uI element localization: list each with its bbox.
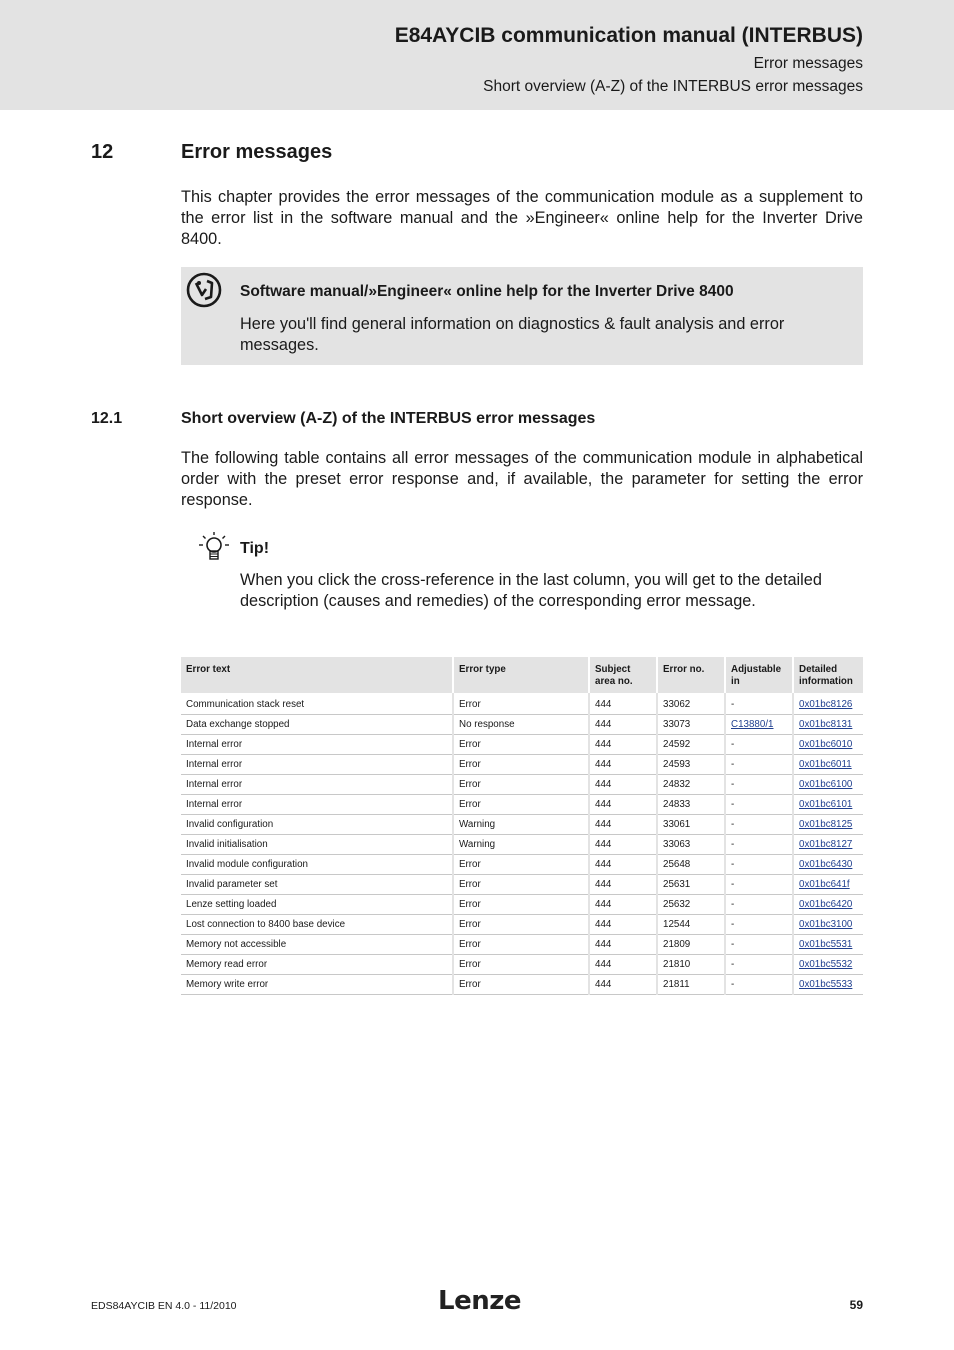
adjustable-in-cell: - — [725, 775, 793, 795]
header-section: Short overview (A-Z) of the INTERBUS error messages — [483, 78, 863, 95]
error-no-cell: 21811 — [657, 975, 725, 995]
lenze-logo: Lenze — [438, 1286, 521, 1316]
section-number: 12.1 — [91, 410, 123, 427]
error-type-cell: Error — [453, 935, 589, 955]
table-row — [181, 755, 863, 775]
adjustable-in-cell: - — [725, 835, 793, 855]
section-intro: The following table contains all error messages of the communication module in alphabetical order with the preset error response and, if available, the parameter for setting the error response. — [181, 449, 863, 509]
error-no-cell: 33073 — [657, 715, 725, 735]
adjustable-in-cell: - — [725, 815, 793, 835]
subject-area-cell: 444 — [589, 915, 657, 935]
detail-link[interactable]: 0x01bc6011 — [799, 759, 852, 770]
subject-area-cell: 444 — [589, 815, 657, 835]
error-text-cell: Internal error — [181, 795, 453, 815]
detail-link[interactable]: 0x01bc6100 — [799, 779, 853, 790]
detail-link[interactable]: 0x01bc6420 — [799, 899, 853, 910]
error-text-cell: Internal error — [181, 775, 453, 795]
error-type-cell: Error — [453, 855, 589, 875]
error-type-cell: Error — [453, 755, 589, 775]
error-no-cell: 25632 — [657, 895, 725, 915]
error-type-cell: Error — [453, 975, 589, 995]
subject-area-cell: 444 — [589, 775, 657, 795]
error-no-cell: 33062 — [657, 693, 725, 715]
column-header-subject-area: Subject area no. — [589, 657, 657, 693]
table-row — [181, 915, 863, 935]
adjustable-in-cell: - — [725, 875, 793, 895]
error-no-cell: 25631 — [657, 875, 725, 895]
error-messages-table — [181, 657, 863, 995]
error-type-cell: Warning — [453, 815, 589, 835]
column-header-error-no: Error no. — [657, 657, 725, 693]
header-chapter: Error messages — [753, 55, 863, 72]
page-header — [0, 0, 954, 110]
page-number: 59 — [849, 1298, 863, 1312]
subject-area-cell: 444 — [589, 795, 657, 815]
error-text-cell: Invalid initialisation — [181, 835, 453, 855]
table-row — [181, 835, 863, 855]
table-row — [181, 735, 863, 755]
adjustable-in-cell: - — [725, 855, 793, 875]
detail-link[interactable]: 0x01bc5533 — [799, 979, 853, 990]
detail-link[interactable]: 0x01bc6101 — [799, 799, 853, 810]
subject-area-cell: 444 — [589, 693, 657, 715]
error-text-cell: Invalid configuration — [181, 815, 453, 835]
error-text-cell: Memory not accessible — [181, 935, 453, 955]
subject-area-cell: 444 — [589, 735, 657, 755]
error-text-cell: Lost connection to 8400 base device — [181, 915, 453, 935]
table-row — [181, 975, 863, 995]
manual-title: E84AYCIB communication manual (INTERBUS) — [394, 24, 863, 47]
chapter-number: 12 — [91, 141, 114, 163]
detail-link[interactable]: 0x01bc5531 — [799, 939, 853, 950]
subject-area-cell: 444 — [589, 955, 657, 975]
reference-note-box — [181, 267, 863, 365]
adjustable-in-cell: - — [725, 735, 793, 755]
error-no-cell: 21810 — [657, 955, 725, 975]
subject-area-cell: 444 — [589, 935, 657, 955]
error-type-cell: Warning — [453, 835, 589, 855]
detail-link[interactable]: 0x01bc8127 — [799, 839, 853, 850]
error-no-cell: 24593 — [657, 755, 725, 775]
detail-link[interactable]: 0x01bc8131 — [799, 719, 853, 730]
table-row — [181, 775, 863, 795]
adjustable-in-cell: - — [725, 975, 793, 995]
detail-link[interactable]: 0x01bc641f — [799, 879, 850, 890]
detail-link[interactable]: 0x01bc6010 — [799, 739, 853, 750]
lightbulb-icon — [196, 530, 232, 566]
reference-note-text: Here you'll find general information on diagnostics & fault analysis and error messages. — [240, 315, 785, 354]
error-type-cell: Error — [453, 693, 589, 715]
error-type-cell: Error — [453, 735, 589, 755]
error-no-cell: 33063 — [657, 835, 725, 855]
detail-link[interactable]: 0x01bc6430 — [799, 859, 853, 870]
column-header-detailed-info: Detailed information — [793, 657, 863, 693]
table-header-row — [181, 657, 863, 693]
book-reference-icon — [185, 271, 223, 309]
subject-area-cell: 444 — [589, 835, 657, 855]
subject-area-cell: 444 — [589, 855, 657, 875]
error-no-cell: 24592 — [657, 735, 725, 755]
error-text-cell: Internal error — [181, 755, 453, 775]
error-no-cell: 12544 — [657, 915, 725, 935]
parameter-link[interactable]: C13880/1 — [731, 719, 774, 730]
document-id: EDS84AYCIB EN 4.0 - 11/2010 — [91, 1300, 237, 1312]
tip-text: When you click the cross-reference in the last column, you will get to the detailed description (causes and remedies) of the corresponding error message. — [240, 571, 822, 610]
detail-link[interactable]: 0x01bc3100 — [799, 919, 853, 930]
subject-area-cell: 444 — [589, 975, 657, 995]
table-row — [181, 715, 863, 735]
section-title: Short overview (A-Z) of the INTERBUS error messages — [181, 410, 596, 427]
adjustable-in-cell: - — [725, 895, 793, 915]
column-header-adjustable-in: Adjustable in — [725, 657, 793, 693]
table-row — [181, 935, 863, 955]
error-no-cell: 21809 — [657, 935, 725, 955]
table-row — [181, 855, 863, 875]
chapter-intro: This chapter provides the error messages of the communication module as a supplement to the error list in the software manual and the »Engineer« online help for the Inverter Drive 8400. — [181, 188, 863, 248]
subject-area-cell: 444 — [589, 875, 657, 895]
adjustable-in-cell: - — [725, 693, 793, 715]
table-row — [181, 693, 863, 715]
subject-area-cell: 444 — [589, 755, 657, 775]
error-type-cell: Error — [453, 915, 589, 935]
error-text-cell: Lenze setting loaded — [181, 895, 453, 915]
error-type-cell: Error — [453, 795, 589, 815]
error-text-cell: Invalid module configuration — [181, 855, 453, 875]
error-type-cell: Error — [453, 895, 589, 915]
detail-link[interactable]: 0x01bc5532 — [799, 959, 853, 970]
subject-area-cell: 444 — [589, 715, 657, 735]
adjustable-in-cell: - — [725, 755, 793, 775]
adjustable-in-cell: - — [725, 915, 793, 935]
error-text-cell: Memory write error — [181, 975, 453, 995]
adjustable-in-cell: - — [725, 955, 793, 975]
error-type-cell: Error — [453, 955, 589, 975]
adjustable-in-cell: - — [725, 795, 793, 815]
adjustable-in-cell: - — [725, 935, 793, 955]
error-text-cell: Internal error — [181, 735, 453, 755]
error-no-cell: 24833 — [657, 795, 725, 815]
error-type-cell: Error — [453, 775, 589, 795]
chapter-title: Error messages — [181, 141, 333, 163]
detail-link[interactable]: 0x01bc8126 — [799, 699, 853, 710]
table-row — [181, 795, 863, 815]
table-row — [181, 955, 863, 975]
subject-area-cell: 444 — [589, 895, 657, 915]
error-no-cell: 24832 — [657, 775, 725, 795]
error-text-cell: Communication stack reset — [181, 693, 453, 715]
error-text-cell: Memory read error — [181, 955, 453, 975]
column-header-error-text: Error text — [181, 657, 453, 693]
tip-title: Tip! — [240, 540, 270, 557]
column-header-error-type: Error type — [453, 657, 589, 693]
error-no-cell: 25648 — [657, 855, 725, 875]
table-row — [181, 875, 863, 895]
error-text-cell: Invalid parameter set — [181, 875, 453, 895]
error-type-cell: Error — [453, 875, 589, 895]
error-type-cell: No response — [453, 715, 589, 735]
error-text-cell: Data exchange stopped — [181, 715, 453, 735]
table-row — [181, 895, 863, 915]
reference-note-title: Software manual/»Engineer« online help for the Inverter Drive 8400 — [240, 283, 734, 300]
detail-link[interactable]: 0x01bc8125 — [799, 819, 853, 830]
error-no-cell: 33061 — [657, 815, 725, 835]
table-row — [181, 815, 863, 835]
